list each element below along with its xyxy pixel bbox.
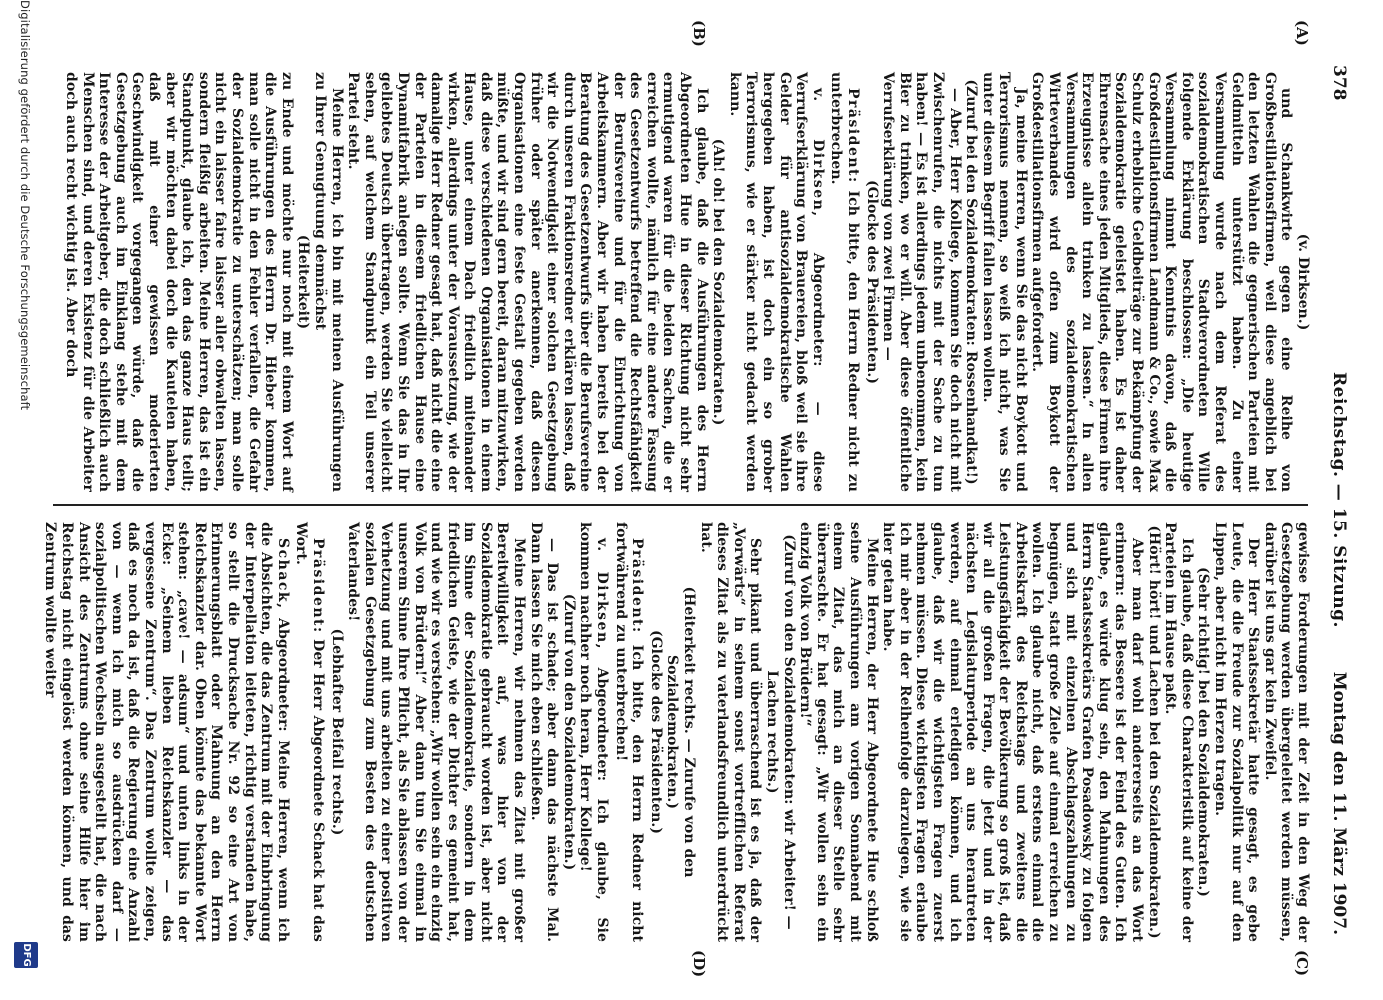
speech (828, 72, 861, 492)
interjection: (Zuruf bei den Sozialdemokraten: Rossenhandkat!) (963, 79, 980, 485)
paragraph: Der Herr Staatssekretär hatte gesagt, es gebe Leute, die die Freude zur Sozialpolitik nur auf den Lippen, aber nicht im Herzen tragen. (1212, 522, 1262, 942)
speaker-name: Präsident: (844, 88, 861, 184)
speaker-name: Schack, (274, 538, 291, 610)
speech-text: Ich bitte, den Herrn Redner nicht fortwährend zu unterbrechen! (612, 522, 646, 942)
paragraph: Meine Herren, ich bin mit meinen Ausführungen zu Ihrer Genugtuung demnächst (311, 72, 345, 492)
dfg-logo: DFG (14, 942, 38, 968)
column-divider (53, 504, 1308, 506)
paragraph: Sehr pikant und überraschend ist es ja, daß der „Vorwärts“ in seinem sonst vortrefflichen Referat dieses Zitat als zu vaterlandsfreundlich unterdrückt hat. (697, 522, 764, 942)
speech (42, 522, 291, 942)
right-column (42, 522, 1311, 942)
margin-mark-d: (D) (690, 950, 708, 978)
speaker-name: v. Dirksen, (594, 538, 611, 651)
speech (293, 522, 326, 942)
speaker-name: Präsident: (309, 538, 326, 634)
speech (577, 522, 610, 942)
page-header (1323, 65, 1353, 935)
digitization-credit (8, 0, 40, 1000)
paragraph: Ja, meine Herren, wenn Sie das nicht Boykott und Terrorismus nennen, so weiß ich nicht, was Sie unter diesem Begriff fallen lassen wollen. (979, 72, 1029, 492)
speech-text: Abgeordneter: Ich glaube, Sie kommen nachher noch heran, Herr Kollege! (577, 522, 611, 942)
margin-mark-c: (C) (1293, 950, 1311, 977)
speech-text: Ich bitte, den Herrn Redner nicht zu unterbrechen. (828, 72, 861, 492)
paragraph: Ich glaube, daß diese Charakteristik auf keine der Parteien im Hause paßt. (1162, 522, 1195, 942)
interjection: (Glocke des Präsidenten.) (647, 629, 664, 835)
paragraph: Ich glaube, daß die Ausführungen des Herrn Abgeordneten Hue in dieser Richtung nicht sehr ermutigend waren für die beiden Sachen, die er erreichen wollte, nämlich für eine andere Fassung des Gesetzentwurfs betreffend die Rechtsfähigkeit der Berufsvereine und für die Einrichtung von Arbeitskammern. Aber wir haben bereits bei der Beratung des Gesetzentwurfs über die Berufsvereine durch unseren Fraktionsredner erklären lassen, daß wir die Notwendigkeit einer solchen Gesetzgebung früher oder später anerkennen, daß diesen Organisationen eine feste Gestalt gegeben werden müßte, und wir sind gern bereit, daran mitzuwirken, daß diese verschiedenen Organisationen in einem Hause, unter einem Dach friedlich miteinander wirken, allerdings unter der Voraussetzung, wie der damalige Herr Redner gesagt hat, daß nicht die eine der Parteien in diesem friedlichen Hause eine Dynamitfabrik anlegen sollte. Wenn Sie das in Ihr geliebtes Deutsch übertragen, werden Sie vielleicht sehen, auf welchem Standpunkt ein Teil unserer Partei steht. (345, 72, 710, 492)
interjection: (Sehr richtig! bei den Sozialdemokraten.) (1195, 567, 1212, 897)
paragraph: und Schankwirte gegen eine Reihe von Großbestillationsfirmen, weil diese angeblich bei den letzten Wahlen die gegnerischen Parteien mit Geldmitteln unterstützt haben. Zu einer Versammlung wurde nach dem Referat des sozialdemokratischen Stadtverordneten Wille folgende Erklärung beschlossen: „Die heutige Versammlung nimmt Kenntnis davon, daß die Großdestillationsfirmen Landmann & Co., sowie Max Schulz erhebliche Geldbeiträge zur Bekämpfung der Sozialdemokratie geleistet haben. Es ist daher Ehrensache eines jeden Mitglieds, diese Firmen ihre Erzeugnisse allein trinken zu lassen.“ In allen Versammlungen des sozialdemokratischen Wirteverbandes wird offen zum Boykott der Großdestillationsfirmen aufgefordert. (1029, 72, 1295, 492)
paragraph: Meine Herren, der Herr Abgeordnete Hue schloß seine Ausführungen am vorigen Sonnabend mit einem Zitat, das mich an dieser Stelle sehr überraschte. Er hat gesagt: „Wir wollen sein ein einzig Volk von Brüdern!“ (797, 522, 880, 942)
speaker-name: Präsident: (629, 538, 646, 634)
paragraph: Meine Herren, wir nehmen das Zitat mit großer Bereitwilligkeit auf, was hier von der Sozialdemokratie gebraucht worden ist, aber nicht im Sinne der Sozialdemokratie, sondern in dem friedlichen Geiste, wie der Dichter es gemeint hat, und wie wir es verstehen: „Wir wollen sein ein einzig Volk von Brüdern!“ Aber dann tun Sie einmal in unserem Sinne Ihre Pflicht, als Sie ablassen von der Verhetzung und mit uns arbeiten zu einer positiven sozialen Gesetzgebung zum Besten des deutschen Vaterlandes! (345, 522, 528, 942)
interjection: Lachen rechts.) (764, 670, 780, 794)
interjection: (Lebhafter Beifall rechts.) (328, 628, 345, 836)
speech-text: Der Herr Abgeordnete Schack hat das Wort. (293, 522, 326, 942)
page-title: Reichstag. — 15. Sitzung. (1329, 372, 1349, 628)
interjection: (Zuruf von den Sozialdemokraten.) (560, 593, 577, 871)
interjection: (Heiterkeit rechts. — Zurufe von den Sozialdemokraten.) (664, 586, 698, 878)
interjection: (Heiterkeit) (295, 234, 312, 330)
credit-text: Digitalisierung gefördert durch die Deutsche Forschungsgemeinschaft (18, 0, 32, 411)
paragraph: — Aber, Herr Kollege, kommen Sie doch nicht mit Zwischenrufen, die nichts mit der Sache zu tun haben! — Es ist allerdings jedem unbenommen, kein Bier zu trinken, wo er will. Aber diese öffentliche Verrufserklärung von zwei Firmen — (880, 72, 963, 492)
speech-text: Abgeordneter: — diese Verrufserklärung von Brauereien, bloß weil sie ihre Gelder für antisozialdemokratische Wahlen hergegeben haben, ist doch ein so grober Terrorismus, wie er stärker nicht gedacht werden kann. (726, 72, 826, 492)
interjection: (Glocke des Präsidenten.) (863, 179, 880, 385)
page-number: 378 (1329, 65, 1349, 101)
margin-mark-b: (B) (690, 20, 708, 47)
speaker-tag: (v. Dirksen.) (1295, 233, 1311, 331)
speech (726, 72, 826, 492)
left-column (62, 72, 1311, 492)
speech (612, 522, 645, 942)
interjection: (Hört! hört! und Lachen bei den Sozialdemokraten.) (1145, 525, 1162, 939)
margin-mark-a: (A) (1293, 20, 1311, 46)
interjection: (Zuruf von den Sozialdemokraten: wir Arbeiter! — (780, 534, 797, 930)
paragraph: zu Ende und möchte nur noch mit einem Wort auf die Ausführungen des Herrn Dr. Hieber kommen, man solle nicht in den Fehler verfallen, die Gefahr der Sozialdemokratie zu unterschätzen; man solle nicht ein laisser faire laisser aller obwalten lassen, sondern fleißig arbeiten. Meine Herren, das ist ein Standpunkt, glaube ich, den das ganze Haus teilt; aber wir möchten dabei doch die Kautelen haben, daß mit einer gewissen moderierten Geschwindigkeit vorgegangen würde, daß die Gesetzgebung auch im Einklang stehe mit dem Interesse der Arbeitgeber, die doch schließlich auch Menschen sind, und deren Existenz für die Arbeiter doch auch recht wichtig ist. Aber doch (63, 72, 295, 492)
speaker-name: v. Dirksen, (809, 88, 826, 218)
session-date: Montag den 11. März 1907. (1329, 671, 1349, 935)
interjection: (Ah! oh! bei den Sozialdemokraten.) (710, 138, 727, 426)
paragraph: — Das ist schade; aber dann das nächste Mal. Dann lassen Sie mich eben schließen. (527, 522, 561, 942)
paragraph: Aber man darf wohl andererseits an das Wort erinnern: das Bessere ist der Feind des Guten. Ich glaube, es würde klug sein, den Mahnungen des Herrn Staatssekretärs Grafen Posadowsky zu folgen und sich mit einzelnen Abschlagszahlungen zu begnügen, statt große Ziele auf einmal erreichen zu wollen. Ich glaube nicht, daß erstens einmal die Arbeitskraft des Reichstags und zweitens die Leistungsfähigkeit der Bevölkerung so groß ist, daß wir all die großen Fragen, die jetzt und in der nächsten Legislaturperiode an uns herantreten werden, auf einmal erledigen können, und ich glaube, daß wir die wichtigsten Fragen zuerst nehmen müssen. Diese wichtigsten Fragen erlaube ich mir aber in der Reihenfolge darzulegen, wie sie hier getan habe. (880, 522, 1146, 942)
paragraph: gewisse Forderungen mit der Zeit in den Weg der Gesetzgebung werden übergeleitet werden müssen, darüber ist uns gar kein Zweifel. (1261, 522, 1311, 942)
speech-text: Abgeordneter: Meine Herren, wenn ich die Absichten, die das Zentrum mit der Einbringung der Interpellation leiteten, richtig verstanden habe, so stellt die Drucksache Nr. 92 so eine Art von Erinnerungsblatt oder Mahnung an den Herrn Reichskanzler dar. Oben könnte das bekannte Wort stehen: „cave! — adsum“ und unten links in der Ecke: „Seinem lieben Reichskanzler — das vergessene Zentrum“. Das Zentrum wollte zeigen, daß es noch da ist, daß die Regierung eine Anzahl von — wenn ich mich so ausdrücken darf — sozialpolitischen Wechseln ausgestellt hat, die nach Ansicht des Zentrums ohne seine Hilfe hier im Reichstag nicht eingelöst werden können, und das Zentrum wollte weiter (42, 522, 291, 942)
